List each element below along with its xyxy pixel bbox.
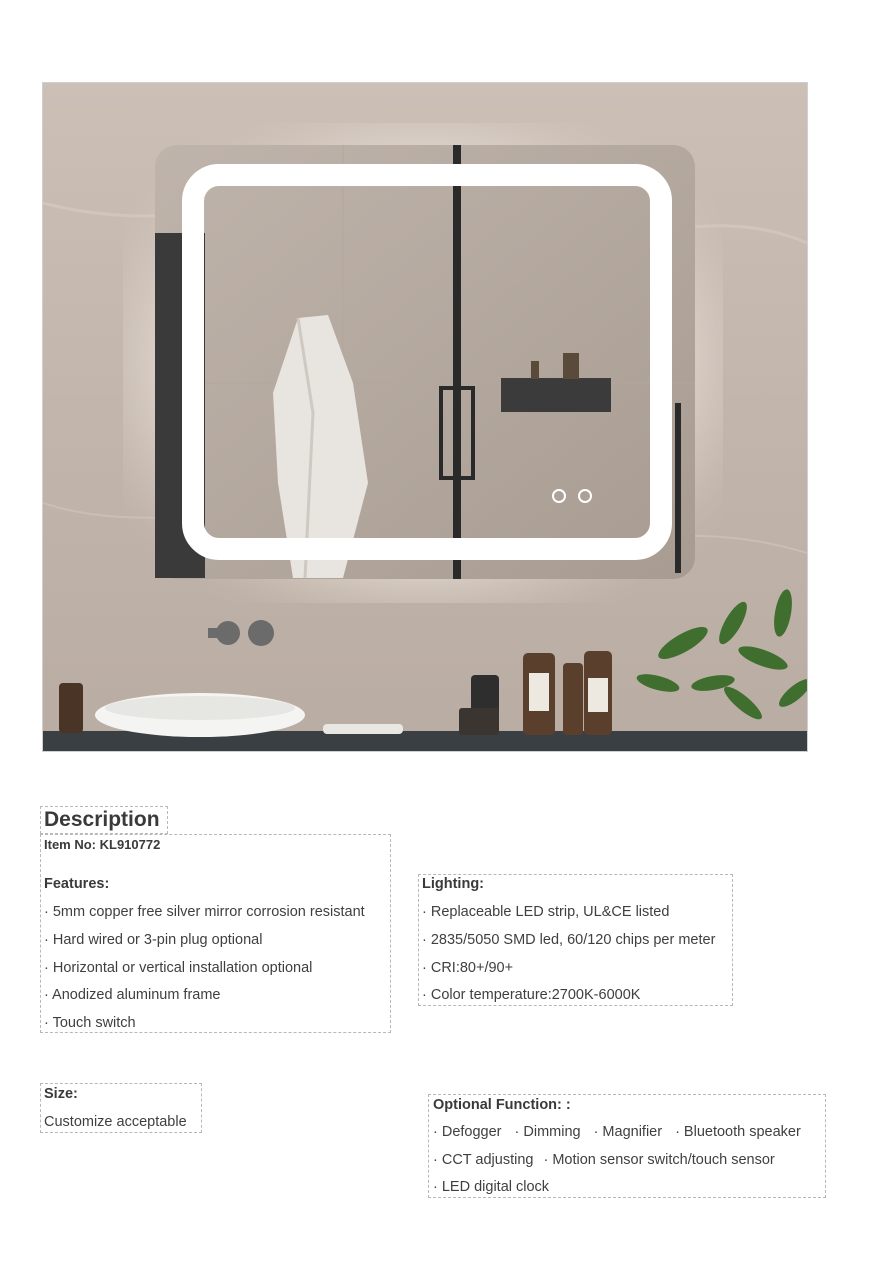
lighting-item: · 2835/5050 SMD led, 60/120 chips per meter [422, 932, 716, 948]
feature-item: · Horizontal or vertical installation optional [44, 960, 313, 976]
product-photo [42, 82, 808, 752]
optional-row [433, 1179, 549, 1195]
optional-item: · Defogger [433, 1124, 502, 1140]
mirror-surface [155, 145, 695, 579]
optional-item: · CCT adjusting [433, 1152, 534, 1168]
wall-shelf [501, 378, 611, 412]
optional-function-heading: Optional Function: : [433, 1097, 571, 1113]
optional-item: · LED digital clock [433, 1179, 550, 1195]
shower-bar [675, 403, 681, 573]
feature-item: · Hard wired or 3-pin plug optional [44, 932, 263, 948]
shower-door-frame [453, 145, 461, 579]
bottle [59, 683, 83, 733]
optional-item: · Motion sensor switch/touch sensor [543, 1152, 775, 1168]
led-mirror-illustration [43, 83, 807, 751]
features-heading: Features: [44, 876, 110, 892]
lighting-item: · Replaceable LED strip, UL&CE listed [422, 904, 670, 920]
item-number: Item No: KL910772 [44, 837, 161, 852]
toothpaste-tube [323, 724, 403, 734]
optional-item: · Bluetooth speaker [675, 1124, 801, 1140]
feature-item: · Anodized aluminum frame [44, 987, 221, 1003]
lighting-item: · Color temperature:2700K-6000K [422, 987, 641, 1003]
size-value: Customize acceptable [44, 1114, 187, 1130]
optional-row [433, 1124, 801, 1140]
feature-item: · Touch switch [44, 1015, 136, 1031]
lighting-heading: Lighting: [422, 876, 485, 892]
feature-item: · 5mm copper free silver mirror corrosion resistant [44, 904, 365, 920]
bottle [563, 663, 583, 735]
optional-row [433, 1152, 775, 1168]
size-heading: Size: [44, 1086, 78, 1102]
optional-item: · Magnifier [593, 1124, 663, 1140]
lighting-item: · CRI:80+/90+ [422, 960, 514, 976]
description-heading: Description [44, 808, 160, 831]
optional-item: · Dimming [514, 1124, 581, 1140]
